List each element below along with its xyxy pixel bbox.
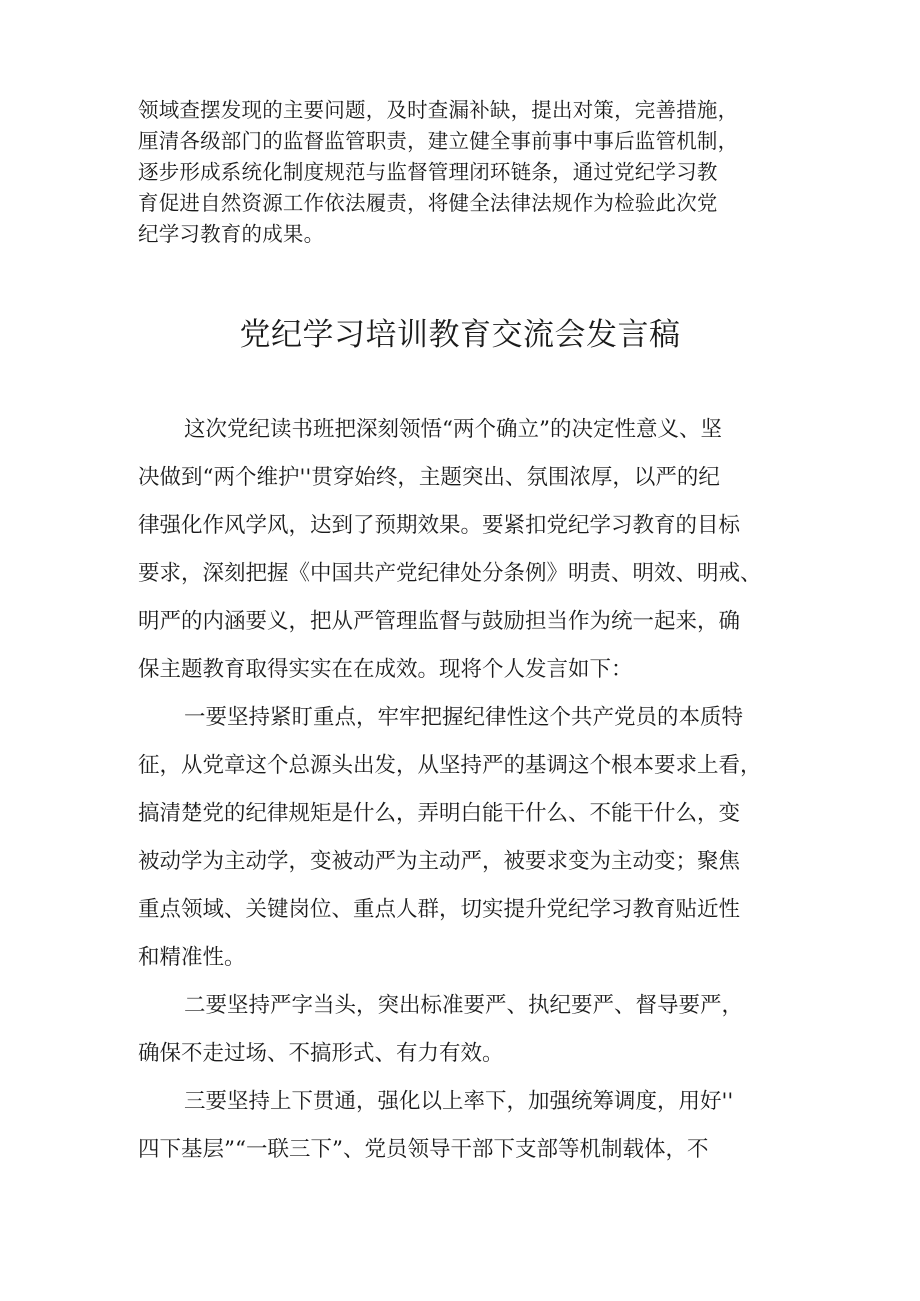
paragraph-intro (138, 406, 790, 694)
paragraph-point-two (138, 982, 790, 1078)
text-line: 这次党纪读书班把深刻领悟“两个确立”的决定性意义、坚 (184, 417, 722, 442)
continuation-paragraph (138, 95, 806, 250)
text-line: 搞清楚党的纪律规矩是什么，弄明白能干什么、不能干什么，变 (138, 801, 741, 826)
text-line: 律强化作风学风，达到了预期效果。要紧扣党纪学习教育的目标 (138, 513, 741, 538)
text-line: 和精准性。 (138, 945, 246, 970)
text-line: 纪学习教育的成果。 (138, 222, 325, 246)
text-line: 被动学为主动学，变被动严为主动严，被要求变为主动变；聚焦 (138, 849, 741, 874)
text-line: 厘清各级部门的监督监管职责，建立健全事前事中事后监管机制， (138, 129, 739, 153)
text-line: 明严的内涵要义，把从严管理监督与鼓励担当作为统一起来，确 (138, 609, 741, 634)
text-line: 三要坚持上下贯通，强化以上率下，加强统筹调度，用好'' (184, 1089, 734, 1114)
text-line: 要求，深刻把握《中国共产党纪律处分条例》明责、明效、明戒、 (138, 561, 762, 586)
text-line: 重点领域、关键岗位、重点人群，切实提升党纪学习教育贴近性 (138, 897, 741, 922)
text-line: 一要坚持紧盯重点，牢牢把握纪律性这个共产党员的本质特 (184, 705, 744, 730)
text-line: 领域查摆发现的主要问题，及时查漏补缺，提出对策，完善措施， (138, 98, 739, 122)
text-line: 育促进自然资源工作依法履责，将健全法律法规作为检验此次党 (138, 191, 718, 215)
text-line: 征，从党章这个总源头出发，从坚持严的基调这个根本要求上看， (138, 753, 762, 778)
text-line: 二要坚持严字当头，突出标准要严、执纪要严、督导要严， (184, 993, 744, 1018)
text-line: 逐步形成系统化制度规范与监督管理闭环链条，通过党纪学习教 (138, 160, 718, 184)
text-line: 决做到“两个维护''贯穿始终，主题突出、氛围浓厚，以严的纪 (138, 465, 720, 490)
text-line: 确保不走过场、不搞形式、有力有效。 (138, 1041, 504, 1066)
text-line: 保主题教育取得实实在在成效。现将个人发言如下： (138, 657, 633, 682)
text-line: 四下基层”“一联三下”、党员领导干部下支部等机制载体，不 (138, 1137, 709, 1162)
paragraph-point-one (138, 694, 790, 982)
document-title: 党纪学习培训教育交流会发言稿 (239, 317, 681, 353)
paragraph-point-three (138, 1078, 790, 1174)
